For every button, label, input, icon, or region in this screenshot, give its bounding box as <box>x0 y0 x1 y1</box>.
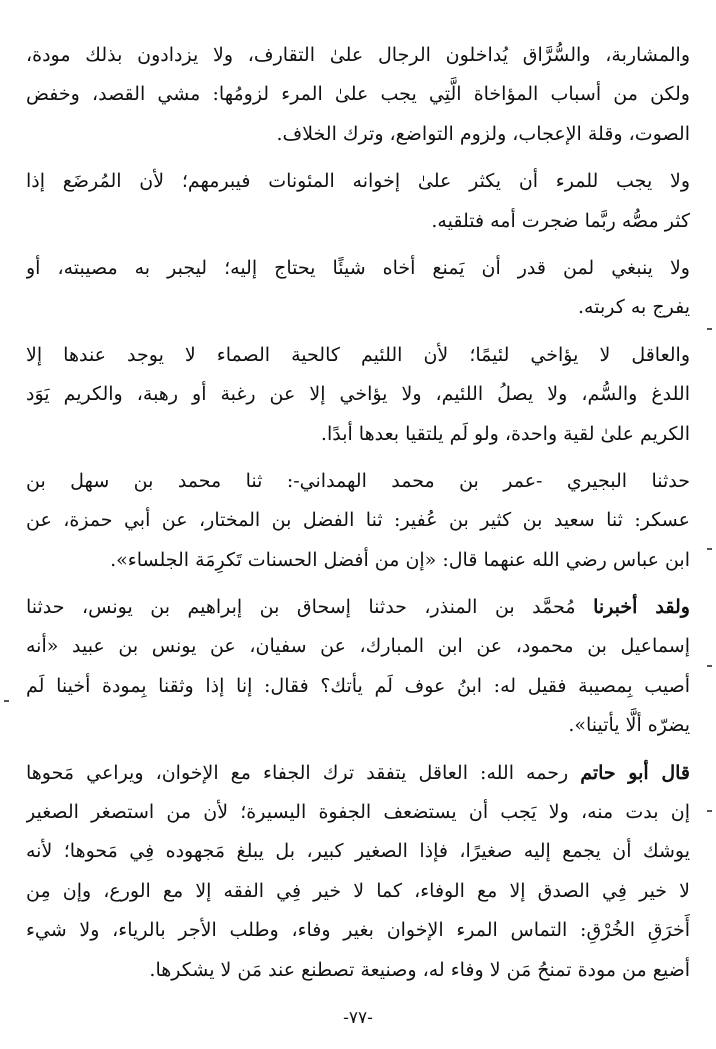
page-body-text <box>26 36 690 990</box>
text-line: ولا يجب للمرء أن يكثر علىٰ إخوانه المئونات فيبرمهم؛ لأن المُرضَع إذا <box>26 170 690 193</box>
text-line: أضيع من مودة تمنحُ مَن لا وفاء له، وصنيعة تصطنع عند مَن لا يشكرها. <box>149 958 690 981</box>
text-line: إن بدت منه، ولا يَجب أن يستضعف الجفوة اليسيرة؛ لأن من استصغر الصغير <box>26 801 690 824</box>
text-line: الكريم علىٰ لقية واحدة، ولو لَم يلتقيا بعدها أبدًا. <box>320 422 690 445</box>
text-line: يوشك أن يجمع إليه صغيرًا، فإذا الصغير كبير، بل يبلغ مَجهوده فِي مَحوها؛ لأنه <box>26 840 690 863</box>
margin-tick <box>707 328 712 330</box>
margin-tick <box>707 665 712 667</box>
text-line: عسكر: ثنا سعيد بن كثير بن عُفير: ثنا الفضل بن المختار، عن أبي حمزة، عن <box>26 509 690 532</box>
text-line: لا خير فِي الصدق إلا مع الوفاء، كما لا خير فِي الفقه إلا مع الورع، وإن مِن <box>26 879 690 902</box>
text-line: أصيب بِمصيبة فقيل له: ابنُ عوف لَم يأتك؟ فقال: إنا إذا وثقنا بِمودة أخينا لَم <box>26 674 690 697</box>
bold-lead-text: قال أبو حاتم <box>580 761 690 784</box>
margin-tick <box>707 810 712 812</box>
text-line: إسماعيل بن محمود، عن ابن المبارك، عن سفيان، عن يونس بن عبيد «أنه <box>26 635 690 658</box>
text-line: والمشاربة، والسُّرَّاق يُداخلون الرجال علىٰ التقارف، ولا يزدادون بذلك مودة، <box>26 44 690 66</box>
text-line: يفرج به كربته. <box>578 296 690 319</box>
text-line: ولا ينبغي لمن قدر أن يَمنع أخاه شيئًا يحتاج إليه؛ ليجبر به مصيبته، أو <box>26 256 690 279</box>
margin-tick <box>707 548 712 550</box>
text-line: قال أبو حاتم رحمه الله: العاقل يتفقد ترك الجفاء مع الإخوان، ويراعي مَحوها <box>26 761 690 784</box>
text-line: ابن عباس رضي الله عنهما قال: «إن من أفضل الحسنات تَكرِمَة الجلساء». <box>110 548 690 571</box>
text-line: حدثنا البجيري -عمر بن محمد الهمداني-: ثنا محمد بن سهل بن <box>26 469 690 492</box>
text-line: ولقد أخبرنا مُحمَّد بن المنذر، حدثنا إسحاق بن إبراهيم بن يونس، حدثنا <box>26 596 690 619</box>
text-line: اللدغ والسُّم، ولا يصلُ اللئيم، ولا يؤاخي إلا عن رغبة أو رهبة، والكريم يَوَد <box>26 383 690 406</box>
page-number: -٧٧- <box>343 1008 373 1028</box>
text-line: ولكن من أسباب المؤاخاة الَّتِي يجب علىٰ المرء لزومُها: مشي القصد، وخفض <box>26 83 690 106</box>
margin-tick <box>4 700 9 702</box>
text-line: يضرّه ألَّا يأتينا». <box>568 714 690 737</box>
text-line: أَخرَقِ الخُرْقِ: التماس المرء الإخوان بغير وفاء، وطلب الأجر بالرياء، ولا شيء <box>26 919 690 942</box>
text-line: والعاقل لا يؤاخي لئيمًا؛ لأن اللئيم كالحية الصماء لا يوجد عندها إلا <box>26 343 690 366</box>
text-line: كثر مصُّه ربَّما ضجرت أمه فتلقيه. <box>431 209 690 232</box>
bold-lead-text: ولقد أخبرنا <box>593 596 690 619</box>
text-line: الصوت، وقلة الإعجاب، ولزوم التواضع، وترك الخلاف. <box>276 122 690 145</box>
